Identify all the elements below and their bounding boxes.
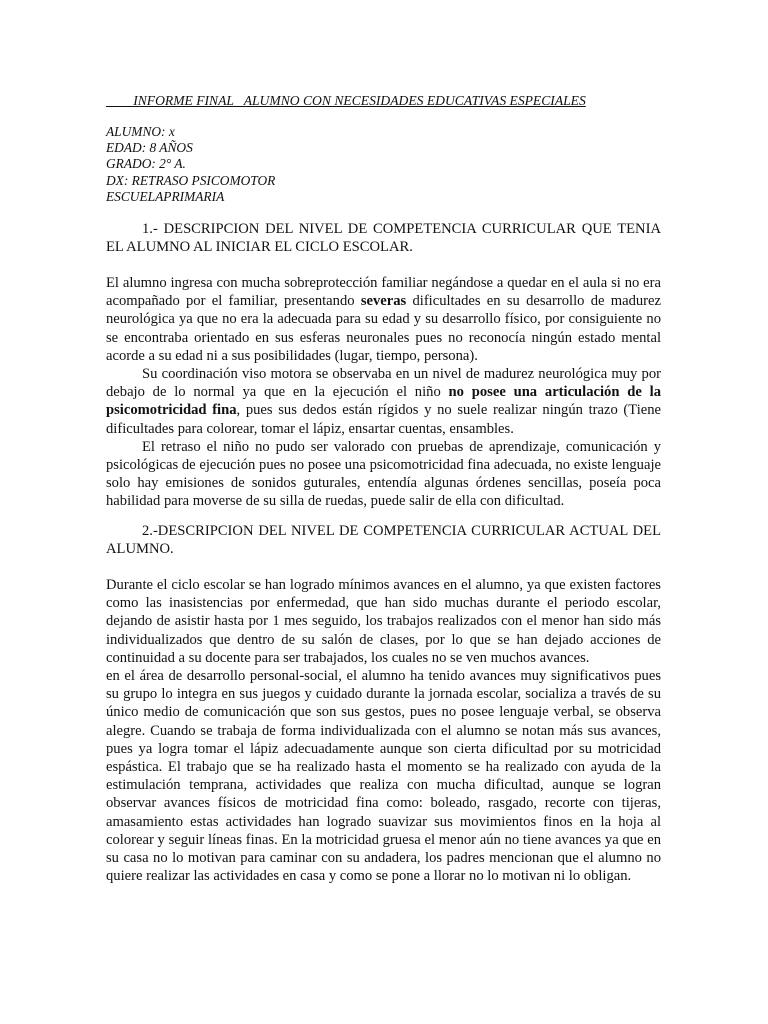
section-2-body — [106, 576, 661, 885]
section-2-paragraph-1: Durante el ciclo escolar se han logrado mínimos avances en el alumno, ya que existen factores como las inasistencias por enfermedad, que han sido muchas durante el periodo escolar, dejando de asistir hasta por 1 mes seguido, los trabajos realizados con el menor han sido más individualizados que dentro de su salón de clases, por lo que se han dejado acciones de continuidad a su docente para ser trabajados, los cuales no se ven muchos avances. — [106, 577, 661, 666]
section-2-paragraph-2: en el área de desarrollo personal-social, el alumno ha tenido avances muy significativos pues su grupo lo integra en sus juegos y cuidado durante la jornada escolar, socializa a través de su único medio de comunicación que son sus gestos, pues no posee lenguaje verbal, se observa alegre. Cuando se trabaja de forma individualizada con el alumno se notan más sus avances, pues ya logra tomar el lápiz adecuadamente aunque son cierta dificultad por su motricidad espástica. El trabajo que se ha realizado hasta el momento se ha realizado con ayuda de la estimulación temprana, actividades que realiza con mucha dificultad, aunque se logran observar avances físicos de motricidad fina como: boleado, rasgado, recorte con tijeras, amasamiento estas actividades han logrado suavizar sus movimientos finos en la hoja al colorear y seguir líneas finas. En la motricidad gruesa el menor aún no tiene avances ya que en su casa no lo motivan para caminar con su andadera, los padres mencionan que el alumno no quiere realizar las actividades en casa y como se pone a llorar no lo motivan ni lo obligan. — [106, 668, 661, 885]
section-1-paragraph-1 — [106, 274, 661, 365]
section-1-paragraph-1-text-b: dificultades en su desarrollo de madurez neurológica ya que no era la adecuada para su edad y su desarrollo físico, por consiguiente no se encontraba orientado en sus esferas neuronales pues no reconocía ningún estado mental acorde a su edad ni a sus posibilidades (lugar, tiempo, persona). — [106, 293, 661, 364]
document-title: INFORME FINAL ALUMNO CON NECESIDADES EDUCATIVAS ESPECIALES — [106, 93, 586, 108]
section-1-paragraph-1-text-a: El alumno ingresa con mucha sobreprotección familiar negándose a quedar en el aula si no era acompañado por el familiar, presentando — [106, 275, 661, 310]
section-1-paragraph-2-text-b: , pues sus dedos están rígidos y no suele realizar ningún trazo (Tiene dificultades para colorear, tomar el lápiz, ensartar cuentas, ensambles. — [106, 402, 661, 437]
student-grade: GRADO: 2° A. — [106, 156, 186, 172]
student-diagnosis: DX: RETRASO PSICOMOTOR — [106, 172, 276, 188]
student-age: EDAD: 8 AÑOS — [106, 140, 193, 156]
section-1-heading: 1.- DESCRIPCION DEL NIVEL DE COMPETENCIA CURRICULAR QUE TENIA EL ALUMNO AL INICIAR EL CICLO ESCOLAR. — [106, 221, 661, 256]
student-school: ESCUELAPRIMARIA — [106, 188, 225, 204]
section-1-paragraph-1-bold: severas — [360, 293, 407, 310]
section-1-paragraph-2-text-a: Su coordinación viso motora se observaba en un nivel de madurez neurológica muy por debajo de lo normal ya que en la ejecución el niño — [106, 366, 661, 401]
section-1-paragraph-2 — [106, 365, 661, 438]
section-1-body — [106, 274, 661, 511]
student-info — [106, 124, 275, 205]
section-1-paragraph-2-bold: no posee una articulación de la psicomotricidad fina — [106, 384, 661, 419]
section-2-heading: 2.-DESCRIPCION DEL NIVEL DE COMPETENCIA CURRICULAR ACTUAL DEL ALUMNO. — [106, 523, 661, 558]
section-1-paragraph-3: El retraso el niño no pudo ser valorado con pruebas de aprendizaje, comunicación y psicológicas de ejecución pues no posee una psicomotricidad fina adecuada, no existe lenguaje solo hay emisiones de sonidos guturales, entendía algunas órdenes sencillas, poseía poca habilidad para moverse de su silla de ruedas, puede salir de ella con dificultad. — [106, 438, 661, 510]
student-name: ALUMNO: x — [106, 124, 175, 139]
